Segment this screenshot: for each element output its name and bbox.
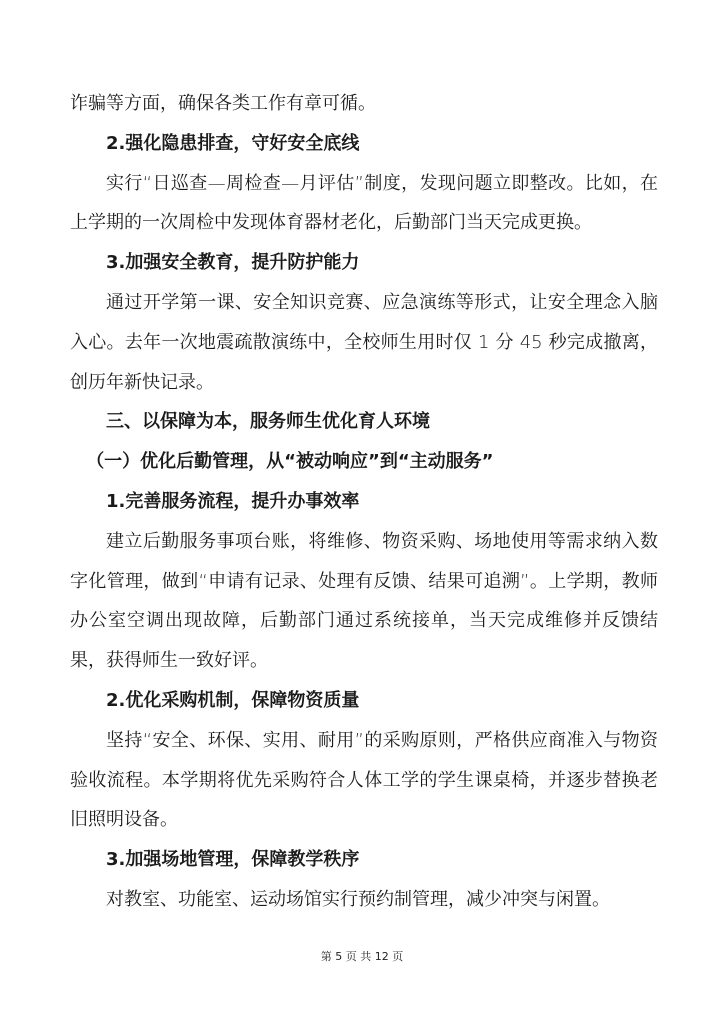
document-body [70,84,658,920]
chapter-heading: 三、以保障为本，服务师生优化育人环境 [106,411,430,433]
paragraph: 通过开学第一课、安全知识竞赛、应急演练等形式，让安全理念入脑入心。去年一次地震疏散演练中，全校师生用时仅 1 分 45 秒完成撤离，创历年新快记录。 [70,291,658,393]
page-footer: 第 5 页 共 12 页 [320,950,404,963]
paragraph: 坚持“安全、环保、实用、耐用”的采购原则，严格供应商准入与物资验收流程。本学期将优先采购符合人体工学的学生课桌椅，并逐步替换老旧照明设备。 [70,729,658,831]
paragraph: 对教室、功能室、运动场馆实行预约制管理，减少冲突与闲置。 [106,888,610,910]
subchapter-heading: （一）优化后勤管理，从“被动响应”到“主动服务” [86,451,494,473]
paragraph: 建立后勤服务事项台账，将维修、物资采购、场地使用等需求纳入数字化管理，做到“申请有记录、处理有反馈、结果可追溯”。上学期，教师办公室空调出现故障，后勤部门通过系统接单，当天完成维修并反馈结果，获得师生一致好评。 [70,530,658,672]
section-heading: 2.优化采购机制，保障物资质量 [106,689,360,711]
section-heading: 3.加强场地管理，保障教学秩序 [106,849,360,871]
section-heading: 3.加强安全教育，提升防护能力 [106,252,360,274]
section-heading: 1.完善服务流程，提升办事效率 [106,490,360,512]
section-heading: 2.强化隐患排查，守好安全底线 [106,132,360,154]
paragraph: 实行“日巡查—周检查—月评估”制度，发现问题立即整改。比如，在上学期的一次周检中发现体育器材老化，后勤部门当天完成更换。 [70,172,658,234]
paragraph: 诈骗等方面，确保各类工作有章可循。 [70,93,376,114]
